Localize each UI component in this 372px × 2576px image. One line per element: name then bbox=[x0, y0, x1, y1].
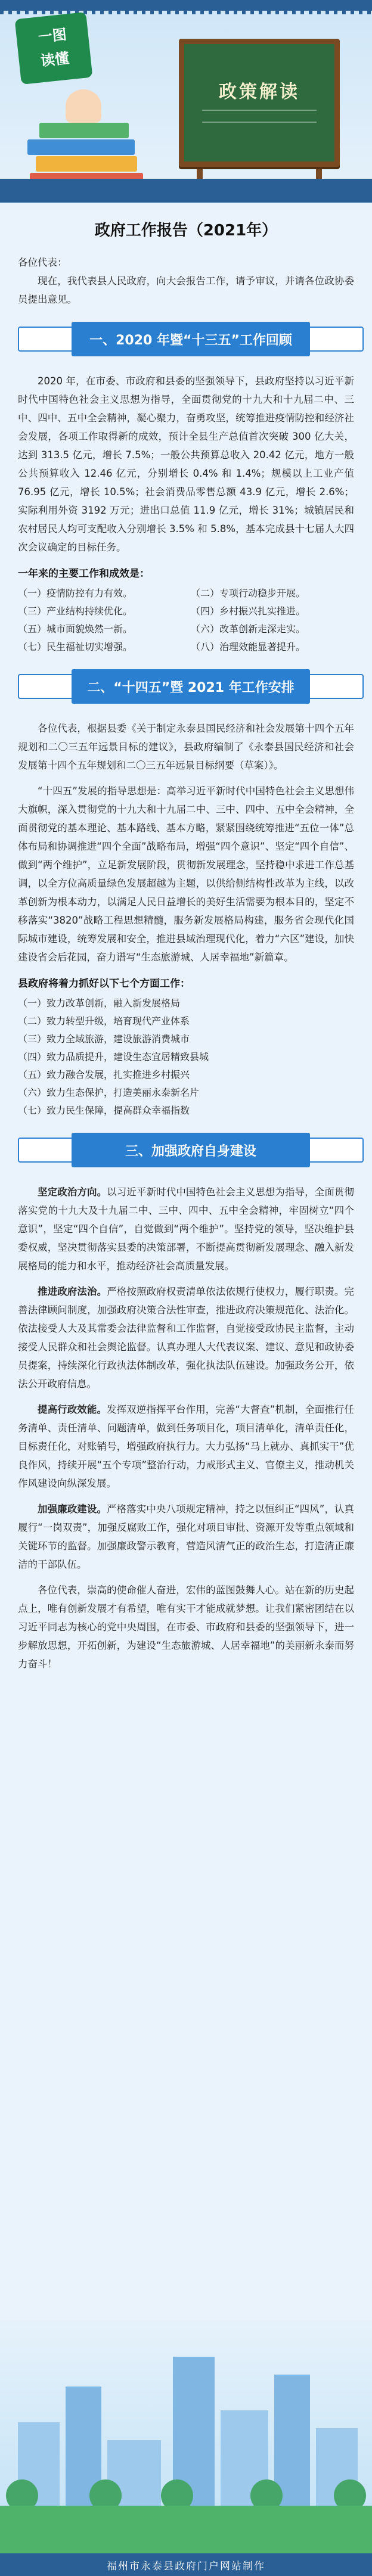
governance-paragraph: 坚定政治方向。以习近平新时代中国特色社会主义思想为指导，全面贯彻落实党的十九大及十九届二中、三中、四中、五中全会精神，牢固树立“四个意识”，坚定“四个自信”，自觉做到“两个维护”。坚持党的领导，坚决维护县委权威，坚决贯彻落实县委的决策部署，不断提高贯彻新发展理念、融入新发展格局的能力和水平，推动经济社会高质量发展。 bbox=[18, 1186, 355, 1272]
achievements-heading: 一年来的主要工作和成效是： bbox=[18, 568, 150, 580]
intro-paragraph: 现在，我代表县人民政府，向大会报告工作，请予审议，并请各位政协委员提出意见。 bbox=[18, 275, 354, 305]
guiding-ideology-paragraph: “十四五”发展的指导思想是：高举习近平新时代中国特色社会主义思想伟大旗帜，深入贯彻党的十九大和十九届二中、三中、四中、五中全会精神，全面贯彻党的基本理论、基本路线、基本方略，紧紧围绕统筹推进“五位一体”总体布局和协调推进“四个全面”战略布局，增强“四个意识”、坚定“四个自信”、做到“两个维护”，立足新发展阶段，贯彻新发展理念，坚持稳中求进工作总基调，以全方位高质量绿色发展超越为主题，以供给侧结构性改革为主线，以改革创新为根本动力，以满足人民日益增长的美好生活需要为根本目的，坚定不移落实“3820”战略工程思想精髓，服务新发展格局构建，服务省会现代化国际城市建设，统筹发展和安全，推进县域治理现代化，着力“六区”建设，加快建设省会后花园，奋力谱写“生态旅游城、人居幸福地”新篇章。 bbox=[18, 785, 354, 963]
person-icon bbox=[66, 89, 101, 123]
footer-credit: 福州市永泰县政府门户网站制作 bbox=[0, 2553, 372, 2576]
list-item: （五）致力融合发展，扎实推进乡村振兴 bbox=[18, 1069, 190, 1080]
list-item: （六）致力生态保护，打造美丽永泰新名片 bbox=[18, 1087, 200, 1098]
list-item: （四）致力品质提升，建设生态宜居精致县城 bbox=[18, 1051, 209, 1062]
governance-paragraph: 加强廉政建设。严格落实中央八项规定精神，持之以恒纠正“四风”，认真履行“一岗双责”，加强反腐败工作，强化对项目审批、资源开发等重点领域和关键环节的监督。加强廉政警示教育，营造风清气正的政治生态，打造清正廉洁的干部队伍。 bbox=[18, 1503, 354, 1570]
section-banner-3 bbox=[18, 1133, 364, 1167]
section-banner-1 bbox=[18, 322, 364, 356]
header-top-strip bbox=[0, 0, 372, 11]
list-item: （七）致力民生保障，提高群众幸福指数 bbox=[18, 1105, 190, 1116]
plan-paragraph: 各位代表，根据县委《关于制定永泰县国民经济和社会发展第十四个五年规划和二〇三五年远景目标的建议》，县政府编制了《永泰县国民经济和社会发展第十四个五年规划和二〇三五年远景目标纲要（草案）》。 bbox=[18, 723, 354, 771]
header-badge: 一图 读懂 bbox=[15, 12, 93, 85]
header-decor-dots bbox=[0, 11, 372, 14]
report-body bbox=[0, 218, 372, 1673]
list-item: （八）治理效能显著提升。 bbox=[191, 641, 306, 652]
governance-paragraph: 推进政府法治。严格按照政府权责清单依法依规行使权力，履行职责。完善法律顾问制度，加强政府决策合法性审查，推进政府决策规范化、法治化。依法接受人大及其常委会法律监督和工作监督，自觉接受政协民主监督，主动接受人民群众和社会舆论监督。认真办理人大代表议案、建议、意见和政协委员提案，持续深化行政执法体制改革，强化执法队伍建设。加强政务公开，依法公开政府信息。 bbox=[18, 1286, 355, 1390]
footer-illustration bbox=[0, 2321, 372, 2553]
section-banner-2 bbox=[18, 669, 364, 704]
chalkboard bbox=[179, 39, 340, 167]
tasks-heading: 县政府将着力抓好以下七个方面工作： bbox=[18, 978, 190, 990]
list-item: （三）致力全域旅游，建设旅游消费城市 bbox=[18, 1033, 190, 1045]
chalkboard-title: 政策解读 bbox=[219, 82, 300, 102]
achievements-list bbox=[18, 585, 354, 656]
page-title: 政府工作报告（2021年） bbox=[94, 222, 278, 240]
header-illustration bbox=[0, 0, 372, 203]
section-title: 三、加强政府自身建设 bbox=[72, 1133, 310, 1167]
section-title: 二、“十四五”暨 2021 年工作安排 bbox=[72, 669, 310, 704]
closing-paragraph: 各位代表，崇高的使命催人奋进，宏伟的蓝图鼓舞人心。站在新的历史起点上，唯有创新发展才有希望，唯有实干才能成就梦想。让我们紧密团结在以习近平同志为核心的党中央周围，在市委、市政府和县委的坚强领导下，进一步解放思想，开拓创新，为建设“生态旅游城、人居幸福地”的美丽新永泰而努力奋斗！ bbox=[18, 1584, 354, 1670]
list-item: （二）专项行动稳步开展。 bbox=[191, 588, 306, 599]
list-item: （三）产业结构持续优化。 bbox=[18, 605, 133, 617]
list-item: （一）疫情防控有力有效。 bbox=[18, 588, 133, 599]
list-item: （四）乡村振兴扎实推进。 bbox=[191, 605, 306, 617]
review-paragraph: 2020 年，在市委、市政府和县委的坚强领导下，县政府坚持以习近平新时代中国特色社会主义思想为指导，全面贯彻党的十九大和十九届二中、三中、四中、五中全会精神，凝心聚力，奋勇攻坚，统筹推进疫情防控和经济社会发展，各项工作取得新的成效，预计全县生产总值首次突破 300 亿大关，达到 313.5 亿元，增长 7.5%；一般公共预算总收入 20.42 亿元，地方一般公共预算收入 12.46 亿元，分别增长 0.4% 和 1.4%；规模以上工业产值 76.95 亿元，增长 10.5%；社会消费品零售总额 43.9 亿元，增长 2.6%；实际利用外资 3192 万元；进出口总值 11.9 亿元，增长 31%；城镇居民和农村居民人均可支配收入分别增长 3.5% 和 5.8%，基本完成县十七届人大四次会议确定的目标任务。 bbox=[18, 375, 354, 553]
list-item: （六）改革创新走深走实。 bbox=[191, 623, 306, 635]
header-base bbox=[0, 179, 372, 203]
list-item: （一）致力改革创新，融入新发展格局 bbox=[18, 998, 181, 1009]
greeting: 各位代表： bbox=[18, 257, 67, 268]
list-item: （五）城市面貌焕然一新。 bbox=[18, 623, 133, 635]
book-stack-illustration bbox=[24, 89, 149, 191]
list-item: （七）民生福祉切实增强。 bbox=[18, 641, 133, 652]
section-title: 一、2020 年暨“十三五”工作回顾 bbox=[72, 322, 310, 356]
list-item: （二）致力转型升级，培育现代产业体系 bbox=[18, 1015, 190, 1027]
governance-paragraph: 提高行政效能。发挥双逆指挥平台作用，完善“大督查”机制，全面推行任务清单、责任清单、问题清单，做到任务项目化，项目清单化，清单责任化，目标责任化，对账销号，增强政府执行力。大力弘扬“马上就办、真抓实干”优良作风，持续开展“五个专项”整治行动，力戒形式主义、官僚主义，推动机关作风建设向纵深发展。 bbox=[18, 1404, 354, 1489]
tasks-list bbox=[18, 995, 354, 1120]
